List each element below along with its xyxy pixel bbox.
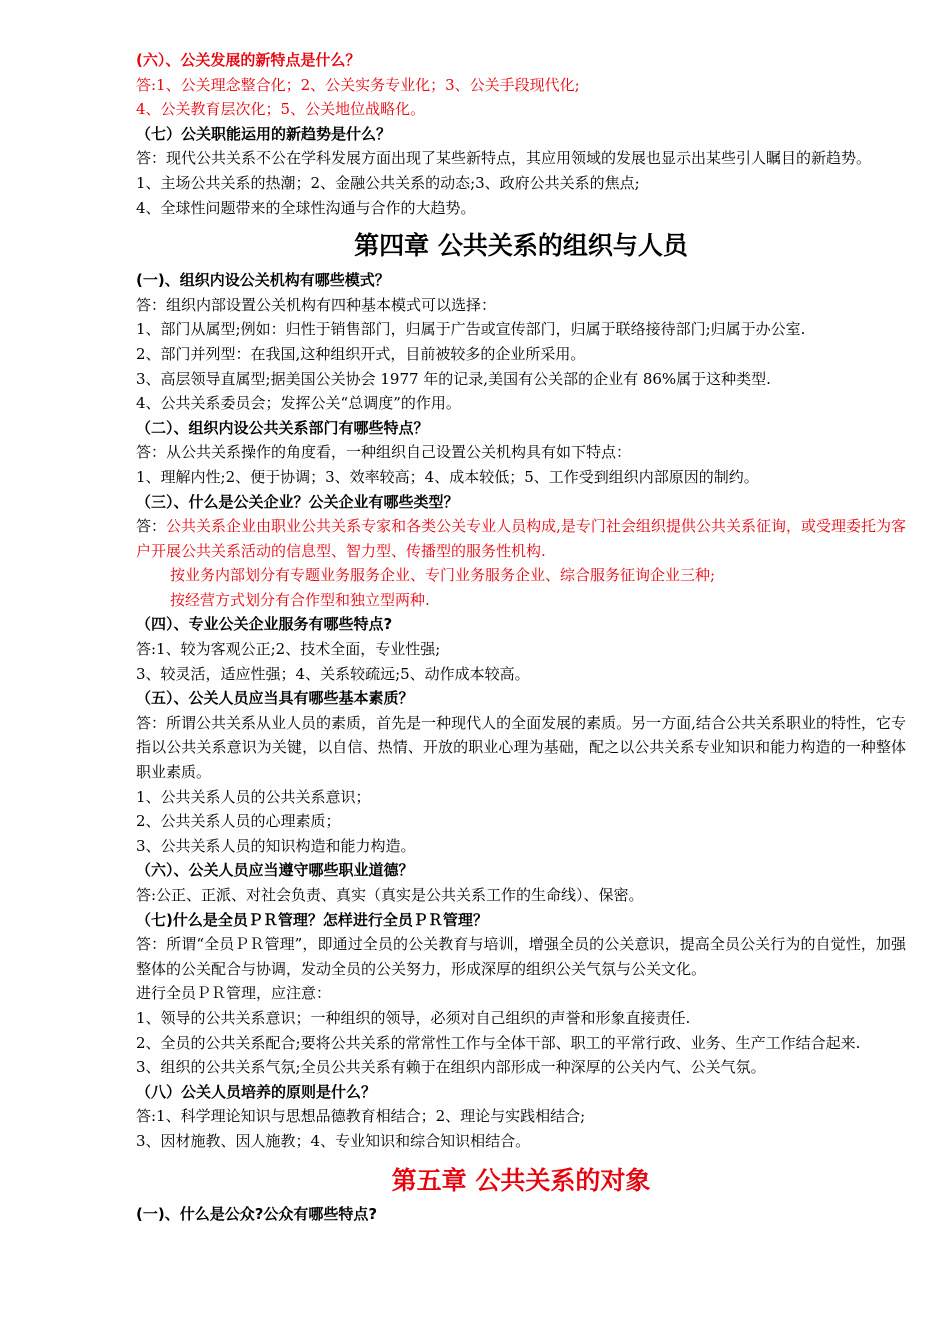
answer-line: 1、主场公共关系的热潮；2、金融公共关系的动态;3、政府公共关系的焦点; xyxy=(136,173,640,192)
question-heading: (六）、公关发展的新特点是什么？ xyxy=(136,51,361,69)
chapter-heading-5: 第五章 公共关系的对象 xyxy=(391,1165,651,1195)
answer-line: 3、因材施教、因人施教；4、专业知识和综合知识相结合。 xyxy=(136,1131,531,1150)
answer-line: 3、公共关系人员的知识构造和能力构造。 xyxy=(136,836,416,855)
question-heading: （六）、公关人员应当遵守哪些职业道德？ xyxy=(136,861,414,880)
answer-line: 1、理解内性;2、便于协调；3、效率较高；4、成本较低；5、工作受到组织内部原因的制约。 xyxy=(136,467,759,486)
answer-line: 答：现代公共关系不公在学科发展方面出现了某些新特点，其应用领域的发展也显示出某些引人瞩目的新趋势。 xyxy=(136,149,872,168)
answer-line: 2、公共关系人员的心理素质； xyxy=(136,812,341,831)
answer-line: 答：所谓公共关系从业人员的素质，首先是一种现代人的全面发展的素质。另一方面,结合公共关系职业的特性，它专指以公共关系意识为关键，以自信、热情、开放的职业心理为基础，配之以公共关系专业知识和能力构造的一种整体职业素质。 xyxy=(136,713,906,782)
section-chapter4 xyxy=(136,268,906,1153)
answer-line: 按经营方式划分有合作型和独立型两种. xyxy=(170,590,430,609)
document-page xyxy=(136,48,906,1226)
answer-line: 4、全球性问题带来的全球性沟通与合作的大趋势。 xyxy=(136,198,476,217)
answer-prefix: 答： xyxy=(136,517,167,536)
answer-line: 进行全员ＰＲ管理，应注意： xyxy=(136,984,332,1003)
question-heading: （七）公关职能运用的新趋势是什么？ xyxy=(136,124,392,143)
answer-line: 1、部门从属型;例如：归性于销售部门，归属于广告或宣传部门，归属于联络接待部门;归属于办公室. xyxy=(136,320,806,339)
question-heading: （三）、什么是公关企业？公关企业有哪些类型？ xyxy=(136,492,459,511)
answer-line: 1、公共关系人员的公共关系意识； xyxy=(136,787,371,806)
answer-line: 4、公关教育层次化；5、公关地位战略化。 xyxy=(136,100,426,119)
answer-line: 3、较灵活，适应性强；4、关系较疏远;5、动作成本较高。 xyxy=(136,664,530,683)
answer-line: 1、领导的公共关系意识；一种组织的领导，必须对自己组织的声誉和形象直接责任. xyxy=(136,1008,691,1027)
answer-line: 2、部门并列型：在我国,这种组织开式，目前被较多的企业所采用。 xyxy=(136,344,586,363)
answer-line xyxy=(136,514,906,563)
answer-text: 公共关系企业由职业公共关系专家和各类公关专业人员构成,是专门社会组织提供公共关系征询，或受理委托为客户开展公共关系活动的信息型、智力型、传播型的服务性机构. xyxy=(136,517,906,560)
answer-line: 答:公正、正派、对社会负责、真实（真实是公共关系工作的生命线）、保密。 xyxy=(136,886,644,904)
chapter-heading-4: 第四章 公共关系的组织与人员 xyxy=(354,231,688,261)
answer-line: 3、高层领导直属型;据美国公关协会 1977 年的记录,美国有公关部的企业有 86%属于这种类型. xyxy=(136,369,771,388)
answer-line: 答:1、科学理论知识与思想品德教育相结合；2、理论与实践相结合; xyxy=(136,1107,586,1126)
question-heading: （二）、组织内设公共关系部门有哪些特点？ xyxy=(136,418,429,437)
question-heading: （四）、专业公关企业服务有哪些特点? xyxy=(136,615,393,634)
answer-line: 4、公共关系委员会；发挥公关“总调度”的作用。 xyxy=(136,394,461,413)
answer-line: 2、全员的公共关系配合;要将公共关系的常常性工作与全体干部、职工的平常行政、业务、生产工作结合起来. xyxy=(136,1033,861,1052)
answer-line: 答:1、较为客观公正;2、技术全面，专业性强; xyxy=(136,640,441,659)
answer-line: 3、组织的公共关系气氛;全员公共关系有赖于在组织内部形成一种深厚的公关内气、公关气氛。 xyxy=(136,1058,766,1077)
question-heading: （五）、公关人员应当具有哪些基本素质？ xyxy=(136,689,414,708)
answer-line: 答：所谓“全员ＰＲ管理”，即通过全员的公关教育与培训，增强全员的公关意识，提高全员公关行为的自觉性，加强整体的公关配合与协调，发动全员的公关努力，形成深厚的组织公关气氛与公关文化。 xyxy=(136,935,906,978)
answer-line: 答：从公共关系操作的角度看，一种组织自己设置公关机构具有如下特点： xyxy=(136,443,632,462)
question-heading: （七)什么是全员ＰＲ管理？怎样进行全员ＰＲ管理？ xyxy=(136,910,488,929)
answer-line: 按业务内部划分有专题业务服务企业、专门业务服务企业、综合服务征询企业三种; xyxy=(170,566,716,585)
question-heading: (一)、什么是公众?公众有哪些特点? xyxy=(136,1204,378,1223)
section-chapter5 xyxy=(136,1202,906,1227)
section-chapter3-tail xyxy=(136,48,906,220)
question-heading: (一)、组织内设公关机构有哪些模式？ xyxy=(136,271,390,290)
answer-line: 答:1、公关理念整合化；2、公关实务专业化；3、公关手段现代化; xyxy=(136,75,580,94)
question-heading: （八）公关人员培养的原则是什么？ xyxy=(136,1082,377,1101)
answer-line: 答：组织内部设置公关机构有四种基本模式可以选择： xyxy=(136,295,497,314)
